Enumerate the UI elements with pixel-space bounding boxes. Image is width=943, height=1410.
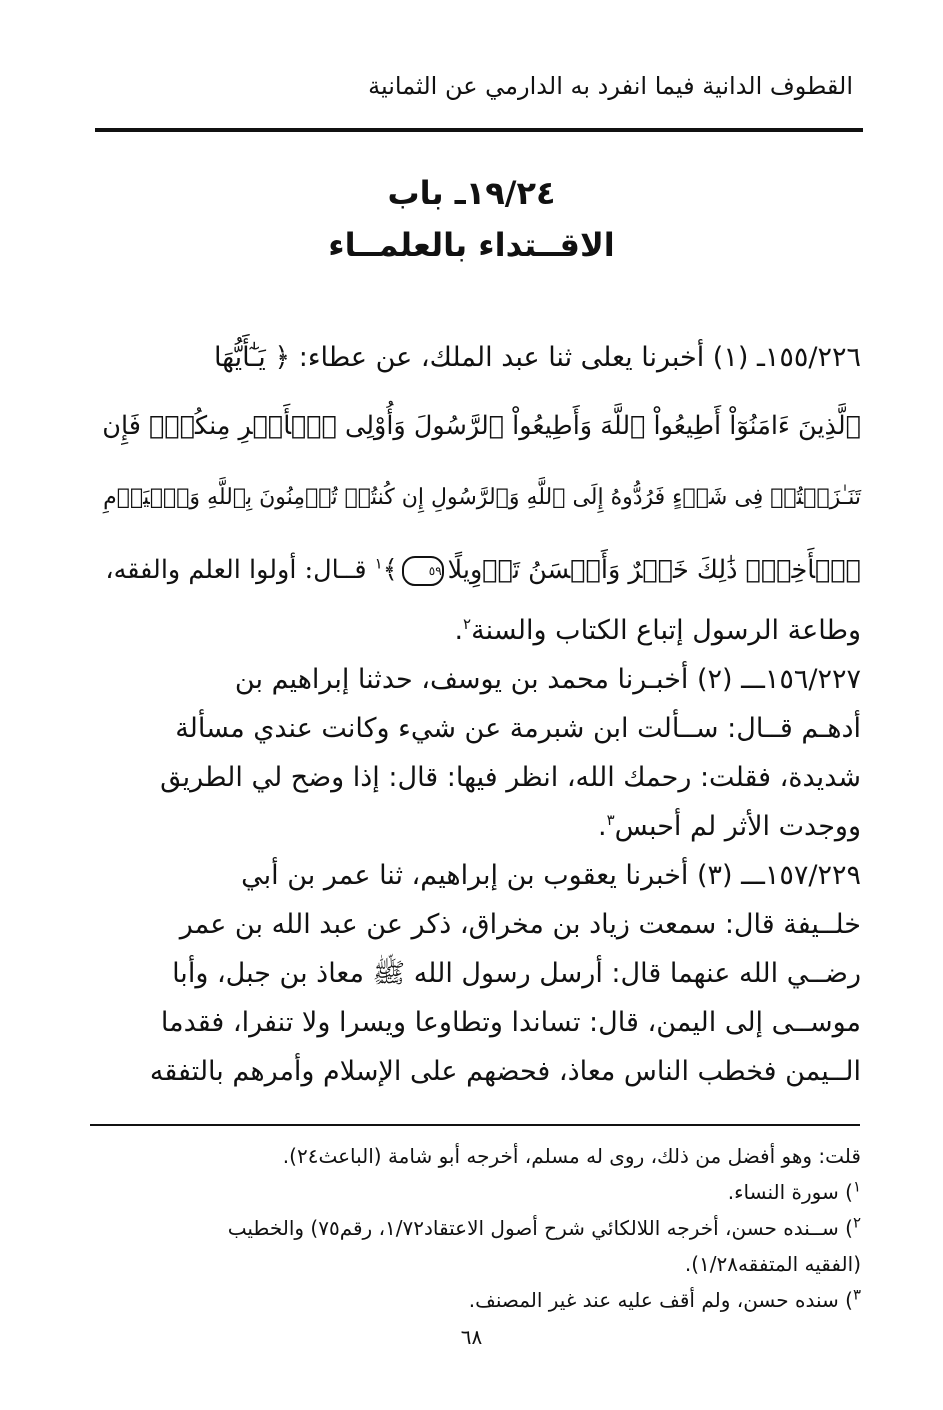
text-line (94, 606, 861, 655)
text-line: ١٥٧/٢٢٩ـــ (٣) أخبرنا يعقوب بن إبراهيم، ثنا عمر بن أبي (241, 860, 861, 891)
text-line: ١٥٦/٢٢٧ـــ (٢) أخبـرنا محمد بن يوسف، حدثنا إبراهيم بن (234, 664, 861, 695)
main-text (94, 326, 861, 1096)
quran-verse-line: ٱلَّذِينَ ءَامَنُوٓاْ أَطِيعُواْ ٱللَّهَ وَأَطِيعُواْ ٱلرَّسُولَ وَأُوْلِى ٱلۡأَمۡرِ مِنكُمۡۖ فَإِن (102, 411, 861, 441)
text-segment: ووجدت الأثر لم أحبس (614, 811, 861, 842)
footnote-continuation: قلت: وهو أفضل من ذلك، روى له مسلم، أخرجه أبو شامة (الباعث٢٤). (282, 1144, 861, 1168)
chapter-number-heading: ١٩/٢٤ـ باب (387, 174, 556, 212)
quran-verse-line (94, 534, 861, 606)
text-line: خلــيفة قال: سمعت زياد بن مخراق، ذكر عن عبد الله بن عمر (179, 909, 861, 940)
footnote-text: ) ســنده حسن، أخرجه اللالكائي شرح أصول الاعتقاد١/٧٢، رقم٧٥) والخطيب (227, 1216, 853, 1240)
quran-close-bracket: ﴾ (382, 555, 398, 585)
header-rule (95, 128, 863, 132)
footnote-2 (94, 1210, 861, 1246)
footnote-text: ) سورة النساء. (727, 1180, 853, 1204)
footnote-rule (90, 1124, 860, 1126)
chapter-title (90, 166, 853, 270)
text-line: الــيمن فخطب الناس معاذ، فحضهم على الإسلام وأمرهم بالتفقه (149, 1056, 861, 1087)
verse-number-marker: ٥٩ (402, 556, 444, 586)
footnote-text: ) سنده حسن، ولم أقف عليه عند غير المصنف. (468, 1288, 853, 1312)
text-line: موســى إلى اليمن، قال: تساندا وتطاوعا ويسرا ولا تنفرا، فقدما (160, 1007, 861, 1038)
footnote-number: ٣ (852, 1285, 861, 1304)
text-segment: . (597, 811, 607, 842)
footnote-3 (94, 1282, 861, 1318)
text-line: رضــي الله عنهما قال: أرسل رسول الله ﷺ معاذ بن جبل، وأبا (172, 958, 861, 989)
footnote-ref: ١ (374, 554, 383, 573)
text-line (94, 802, 861, 851)
footnote-ref: ٢ (463, 615, 472, 633)
quran-verse-end: ٱلۡأَخِرِۚ ذَٰلِكَ خَيۡرٌ وَأَحۡسَنُ تَأۡوِيلًا (447, 555, 861, 585)
text-line: ١٥٥/٢٢٦ـ (١) أخبرنا يعلى ثنا عبد الملك، عن عطاء: ﴿ يَـٰٓأَيُّهَا (213, 342, 861, 373)
footnote-2-continuation: (الفقيه المتفقه١/٢٨). (684, 1252, 861, 1276)
text-segment: وطاعة الرسول إتباع الكتاب والسنة (471, 615, 861, 646)
footnote-number: ٢ (852, 1213, 861, 1232)
text-segment: قــال: أولوا العلم والفقه، (105, 555, 367, 585)
quran-verse-line: تَنَـٰزَعۡتُمۡ فِى شَىۡءٍ فَرُدُّوهُ إِلَى ٱللَّهِ وَٱلرَّسُولِ إِن كُنتُمۡ تُؤۡمِنُونَ بِٱللَّهِ وَٱلۡيَوۡمِ (103, 485, 861, 510)
chapter-name-heading: الاقــتداء بالعلمــاء (328, 226, 615, 264)
footnote-1 (94, 1174, 861, 1210)
footnote-ref: ٣ (606, 811, 615, 829)
footnote-number: ١ (852, 1177, 861, 1196)
text-segment: . (454, 615, 464, 646)
footnotes (94, 1138, 861, 1318)
running-header: القطوف الدانية فيما انفرد به الدارمي عن الثمانية (368, 72, 853, 100)
text-line: شديدة، فقلت: رحمك الله، انظر فيها: قال: إذا وضح لي الطريق (160, 762, 861, 793)
text-line: أدهـم قــال: ســألت ابن شبرمة عن شيء وكانت عندي مسألة (175, 713, 861, 744)
page-number: ٦٨ (460, 1325, 483, 1349)
